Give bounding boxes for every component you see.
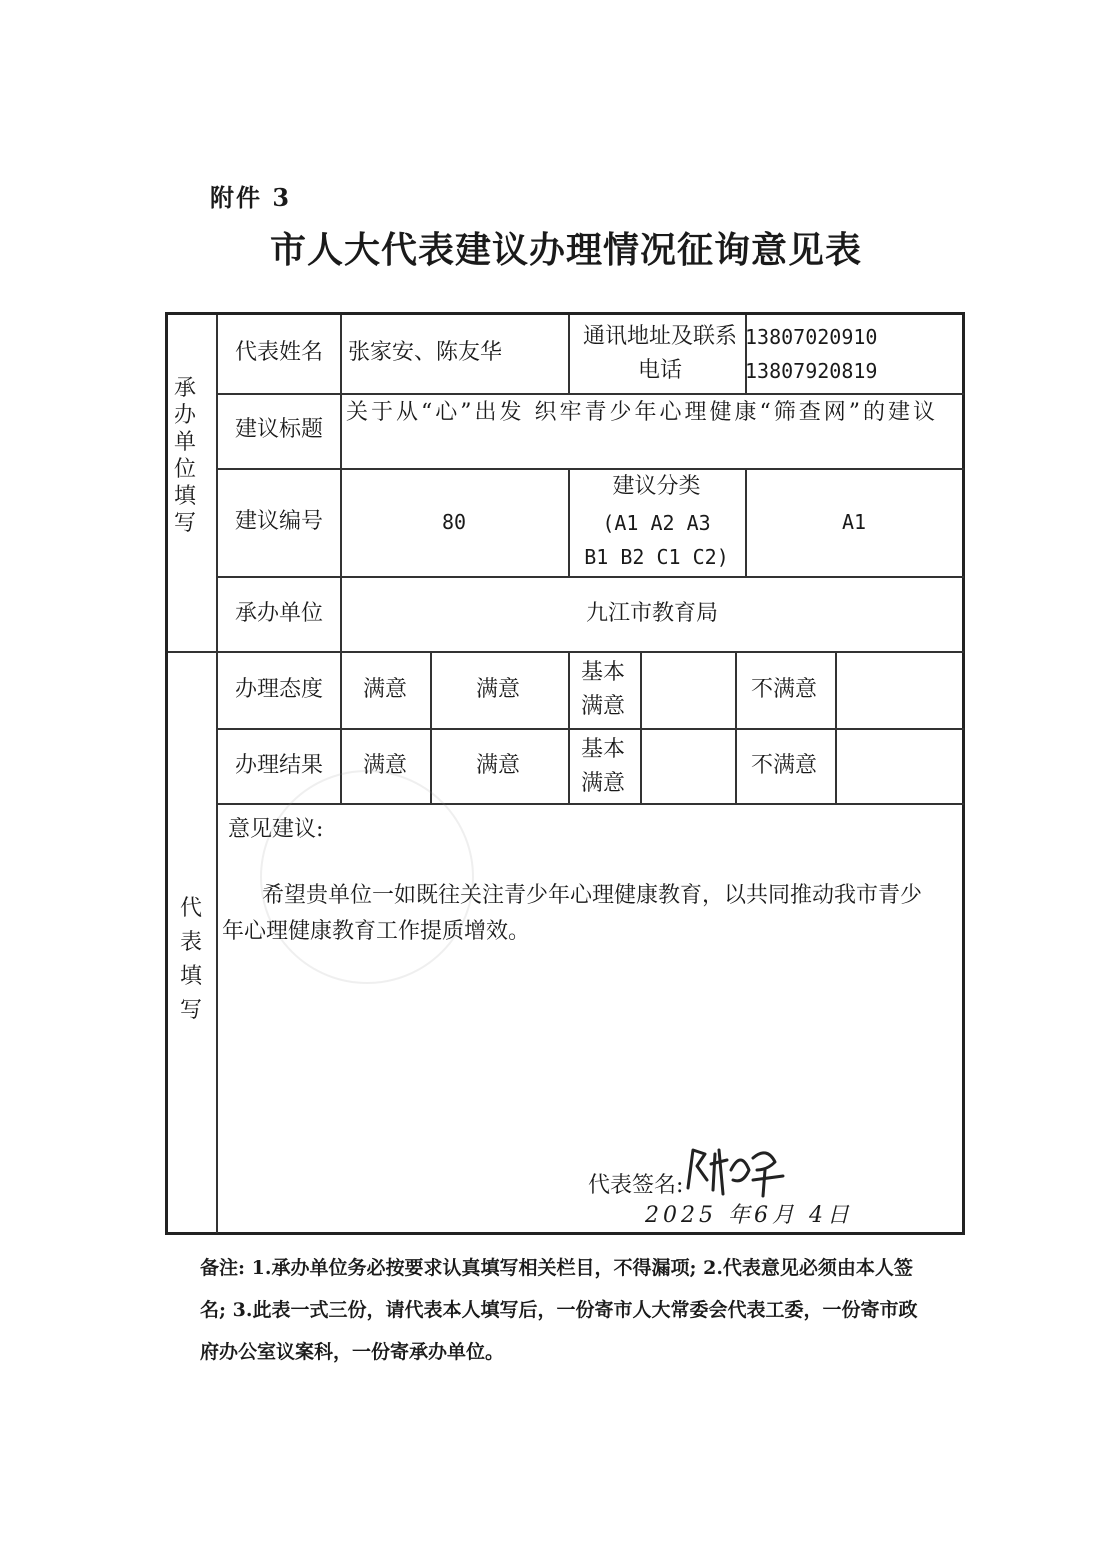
section-handling-unit-label: 承办单位填写 (173, 376, 196, 536)
page-title: 市人大代表建议办理情况征询意见表 (269, 229, 862, 271)
proposal-title-value: 关于从“心”出发 织牢青少年心理健康“筛查网”的建议 (346, 400, 938, 425)
proposal-number-label: 建议编号 (234, 509, 323, 534)
attitude-label: 办理态度 (234, 676, 323, 702)
rep-name-value: 张家安、陈友华 (348, 340, 503, 365)
result-satisfied-mark: 满意 (475, 752, 520, 778)
handwritten-signature (683, 1140, 793, 1200)
result-basic-satisfied: 基本满意 (580, 737, 625, 796)
handling-unit-value: 九江市教育局 (585, 600, 718, 626)
proposal-number-value: 80 (441, 510, 467, 534)
opinion-text: 希望贵单位一如既往关注青少年心理健康教育，以共同推动我市青少年心理健康教育工作提质增效。 (222, 883, 923, 944)
attitude-basic-satisfied: 基本满意 (580, 660, 625, 719)
category-label: 建议分类 (612, 474, 701, 499)
attitude-satisfied: 满意 (362, 676, 407, 702)
rep-name-label: 代表姓名 (234, 340, 323, 365)
contact-label: 通讯地址及联系电话 (582, 324, 737, 383)
result-satisfied: 满意 (362, 752, 407, 778)
result-label: 办理结果 (234, 752, 323, 778)
attachment-label: 附件 3 (210, 183, 292, 212)
category-value: A1 (841, 510, 867, 534)
contact-phone-1: 13807020910 (745, 325, 878, 349)
opinion-label: 意见建议: (228, 817, 324, 842)
category-options-line1: (A1 A2 A3 (602, 511, 711, 535)
attitude-satisfied-mark: 满意 (475, 676, 520, 702)
faint-stamp (260, 770, 474, 984)
result-unsatisfied: 不满意 (750, 752, 817, 778)
signature-date: 2025 年6月 4日 (645, 1203, 853, 1228)
proposal-title-label: 建议标题 (234, 417, 323, 442)
contact-phone-2: 13807920819 (745, 359, 878, 383)
footnotes: 备注: 1.承办单位务必按要求认真填写相关栏目，不得漏项; 2.代表意见必须由本人签名; 3.此表一式三份，请代表本人填写后，一份寄市人大常委会代表工委，一份寄市政府办公室议案科，一份寄承办单位。 (200, 1257, 918, 1363)
section-representative-label: 代表填写 (179, 896, 202, 1023)
signature-label: 代表签名: (588, 1173, 684, 1198)
attitude-unsatisfied: 不满意 (750, 676, 817, 702)
handling-unit-label: 承办单位 (234, 600, 323, 626)
category-options-line2: B1 B2 C1 C2) (584, 545, 729, 569)
